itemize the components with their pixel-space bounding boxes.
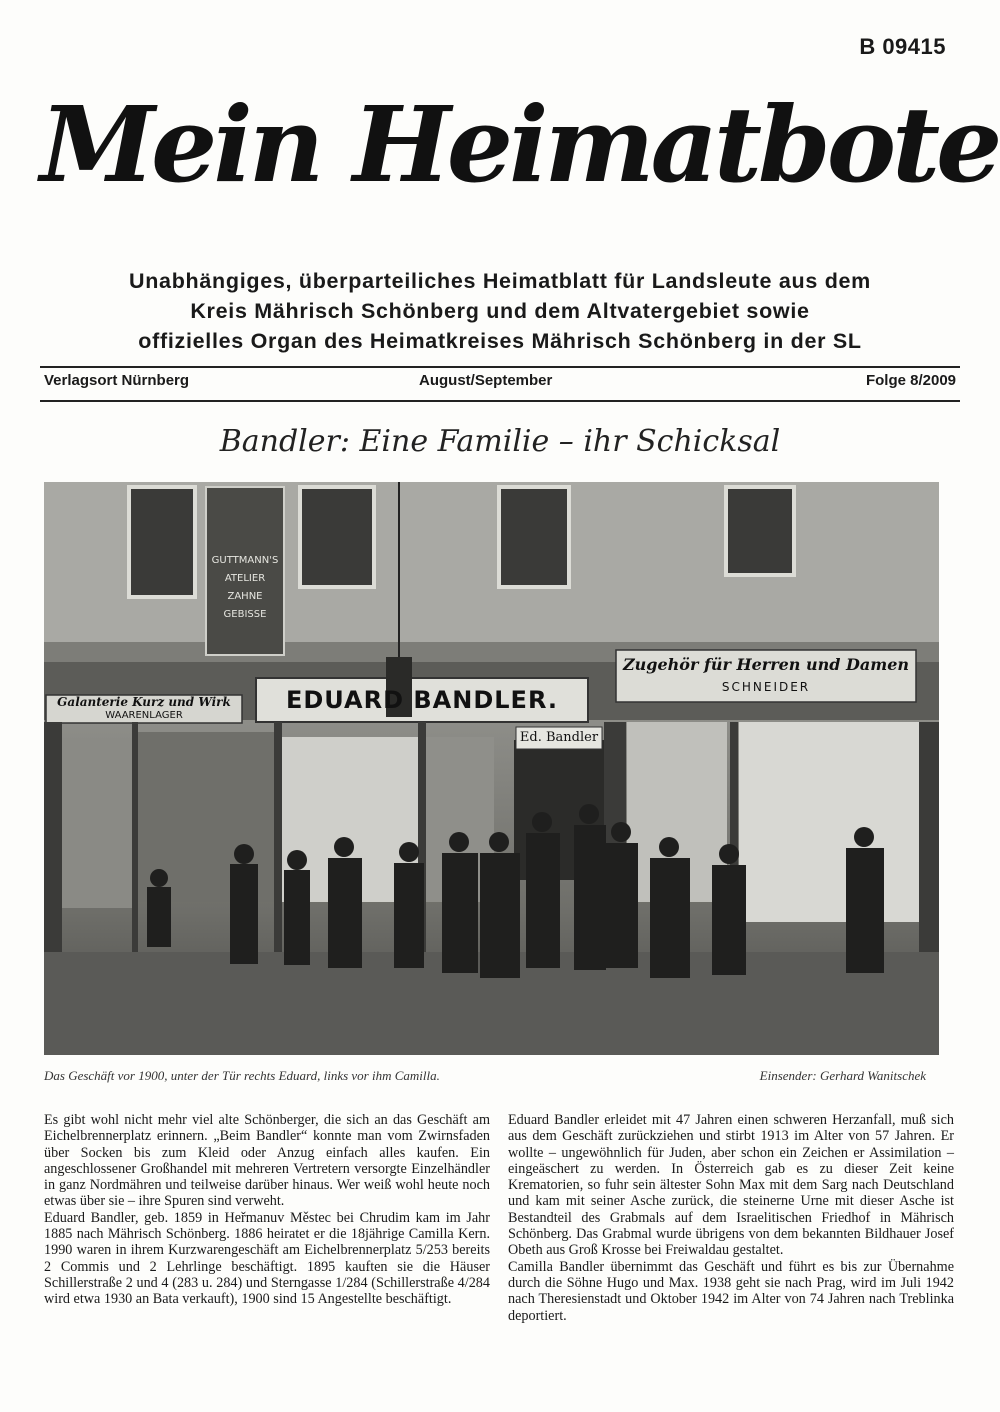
paragraph: Es gibt wohl nicht mehr viel alte Schönberger, die sich an das Geschäft am Eichelbrennerplatz erinnern. „Beim Bandler“ konnte man vom Zwirnsfaden über Socken bis zum Kleid oder Anzug einfach alles kaufen. Ein angeschlossener Großhandel mit mehreren Vertretern versorgte Einzelhändler in ganz Nordmähren und teilweise darüber hinaus. Wer weiß wohl heute noch etwas über sie – ihre Spuren sind verweht. [44,1112,490,1210]
sign-right: Zugehör für Herren und Damen [622,655,910,674]
photo-credit: Einsender: Gerhard Wanitschek [759,1068,926,1083]
subtitle-line: offizielles Organ des Heimatkreises Mährisch Schönberg in der SL [138,329,862,353]
shop-photograph [44,482,939,1055]
subtitle [40,266,960,356]
subtitle-line: Unabhängiges, überparteiliches Heimatblatt für Landsleute aus dem [128,269,871,293]
article-column-1 [44,1112,490,1308]
dentist-sign-line: ZAHNE [227,591,263,602]
paragraph: Camilla Bandler übernimmt das Geschäft und führt es bis zur Übernahme durch die Söhne Hugo und Max. 1938 geht sie nach Prag, wird im Juli 1942 nach Theresienstadt und Oktober 1942 im Alter von 74 Jahren nach Treblinka deportiert. [508,1258,954,1324]
sign-right-sub: SCHNEIDER [721,680,811,694]
dentist-sign [206,552,284,624]
issn-code: B 09415 [859,34,946,59]
issue-number: Folge 8/2009 [865,372,956,389]
sign-left: Galanterie Kurz und Wirk [57,695,231,709]
paragraph: Eduard Bandler, geb. 1859 in Heřmanuv Městec bei Chrudim kam im Jahr 1885 nach Mährisch Schönberg. 1886 heiratet er die 18jährige Camilla Kern. 1990 waren in ihrem Kurzwarengeschäft am Eichelbrennerplatz 5/253 bereits 2 Commis und 2 Lehrlinge beschäftigt. 1895 kauften sie die Häuser Schillerstraße 2 und 4 (283 u. 284) und Sterngasse 1/284 (Schillerstraße 4/284 wird etwa 1930 an Bata verkauft), 1900 sind 15 Angestellte beschäftigt. [44,1209,490,1308]
dentist-sign-line: ATELIER [224,573,266,584]
masthead-logo [40,30,999,260]
top-rule [40,366,960,368]
article-column-2 [508,1112,954,1324]
paragraph: Eduard Bandler erleidet mit 47 Jahren einen schweren Herzanfall, muß sich aus dem Geschäft zurückziehen und stirbt 1913 im Alter von 57 Jahren. Er wollte – ungewöhnlich für Juden, aber schon ein Zeichen er Assimilation – eingeäschert zu werden. In Österreich gab es zu dieser Zeit keine Krematorien, so fuhr sein ältester Sohn Max mit dem Sarg nach Deutschland und kam mit seiner Asche zurück, die steinerne Urne mit dieser Asche ist Bestandteil des Grabmals auf dem Israelitischen Friedhof in Mährisch Schönberg. Das Grabmal wurde übrigens von dem bekannten Bildhauer Josef Obeth aus Groß Krosse bei Freiwaldau gestaltet. [508,1112,954,1259]
issue-info-bar [44,372,956,398]
sign-door: Ed. Bandler [519,730,599,745]
sign-left-sub: WAARENLAGER [105,710,183,721]
article-headline: Bandler: Eine Familie – ihr Schicksal [219,424,781,459]
issue-date: August/September [419,372,553,389]
photo-caption: Das Geschäft vor 1900, unter der Tür rechts Eduard, links vor ihm Camilla. [44,1068,440,1083]
subtitle-line: Kreis Mährisch Schönberg und dem Altvatergebiet sowie [190,299,810,323]
publication-place: Verlagsort Nürnberg [44,372,190,389]
sign-main: EDUARD BANDLER. [285,686,558,714]
dentist-sign-line: GEBISSE [223,609,267,620]
dentist-sign-line: GUTTMANN'S [211,555,279,566]
bottom-rule [40,400,960,402]
masthead-title: Mein Heimatbote [40,83,999,206]
